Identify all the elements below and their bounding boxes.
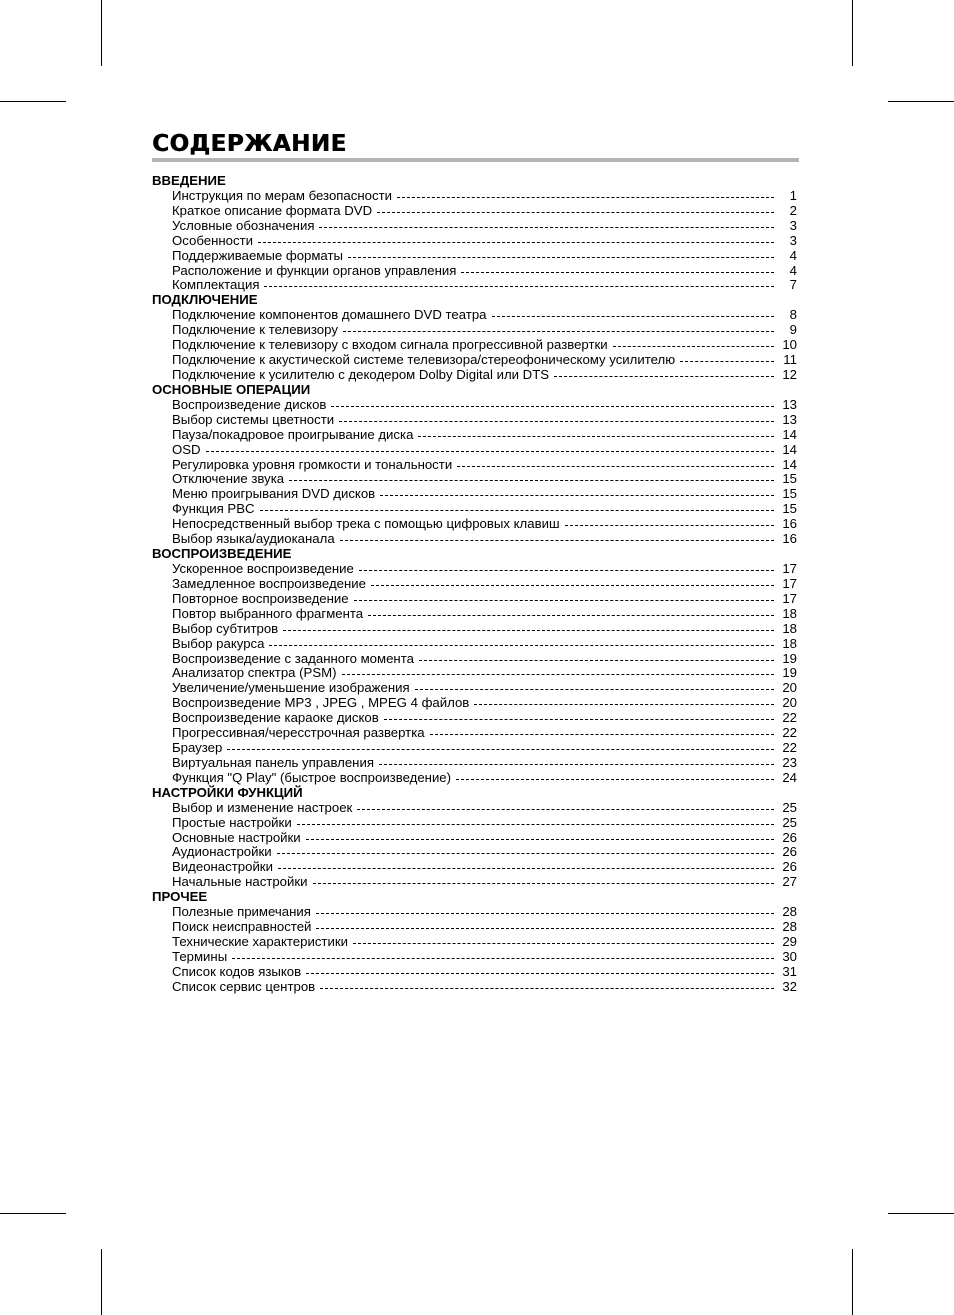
toc-entry-page-number: 22	[782, 740, 797, 756]
toc-entry	[152, 398, 797, 413]
dot-leader	[359, 569, 774, 571]
toc-entry-page-number: 3	[789, 232, 797, 248]
dot-leader	[264, 285, 774, 287]
dot-leader	[269, 644, 774, 646]
crop-mark-bottom-left-horizontal	[0, 1213, 66, 1214]
toc-entry-page-number: 28	[782, 904, 797, 920]
section-heading: ВОСПРОИЗВЕДЕНИЕ	[152, 546, 292, 562]
toc-entry-label: Подключение к телевизору с входом сигнала прогрессивной развертки	[172, 337, 608, 353]
toc-entry-page-number: 18	[782, 605, 797, 621]
toc-entry-page-number: 22	[782, 725, 797, 741]
toc-entry-page-number: 17	[782, 590, 797, 606]
toc-entry	[152, 711, 797, 726]
toc-entry	[152, 189, 797, 204]
dot-leader	[206, 450, 774, 452]
toc-entry	[152, 219, 797, 234]
dot-leader	[320, 987, 774, 989]
dot-leader	[456, 778, 774, 780]
toc-entry	[152, 458, 797, 473]
toc-entry	[152, 487, 797, 502]
dot-leader	[474, 703, 774, 705]
toc-entry	[152, 950, 797, 965]
dot-leader	[339, 420, 774, 422]
section-heading: НАСТРОЙКИ ФУНКЦИЙ	[152, 784, 303, 800]
crop-mark-bottom-right-horizontal	[888, 1213, 954, 1214]
dot-leader	[232, 957, 774, 959]
toc-entry-label: Особенности	[172, 232, 253, 248]
toc-entry-label: Простые настройки	[172, 814, 292, 830]
toc-entry	[152, 771, 797, 786]
toc-entry-label: Выбор ракурса	[172, 635, 265, 651]
dot-leader	[348, 256, 774, 258]
toc-entry-page-number: 4	[789, 247, 797, 263]
toc-entry-page-number: 27	[782, 874, 797, 890]
toc-entry-label: Воспроизведение караоке дисков	[172, 710, 379, 726]
toc-entry-page-number: 14	[782, 441, 797, 457]
toc-entry-label: Подключение компонентов домашнего DVD театра	[172, 307, 487, 323]
toc-entry-page-number: 20	[782, 680, 797, 696]
dot-leader	[613, 345, 774, 347]
dot-leader	[418, 435, 774, 437]
toc-entry-label: Основные настройки	[172, 829, 301, 845]
dot-leader	[397, 196, 774, 198]
toc-entry-page-number: 26	[782, 859, 797, 875]
toc-entry-label: Поиск неисправностей	[172, 919, 312, 935]
toc-entry	[152, 249, 797, 264]
toc-entry-label: Список сервис центров	[172, 978, 316, 994]
dot-leader	[354, 599, 774, 601]
toc-entry	[152, 472, 797, 487]
dot-leader	[260, 509, 774, 511]
toc-entry	[152, 980, 797, 995]
toc-entry	[152, 652, 797, 667]
toc-entry-page-number: 29	[782, 934, 797, 950]
dot-leader	[554, 375, 774, 377]
dot-leader	[377, 211, 774, 213]
toc-entry-label: Подключение к акустической системе телевизора/стереофоническому усилителю	[172, 352, 676, 368]
toc-entry-label: Анализатор спектра (PSM)	[172, 665, 337, 681]
toc-entry-label: Ускоренное воспроизведение	[172, 560, 354, 576]
toc-entry	[152, 920, 797, 935]
dot-leader	[430, 733, 774, 735]
toc-entry	[152, 353, 797, 368]
toc-entry	[152, 338, 797, 353]
toc-entry-page-number: 28	[782, 919, 797, 935]
toc-entry	[152, 413, 797, 428]
toc-entry-page-number: 31	[782, 963, 797, 979]
dot-leader	[258, 241, 774, 243]
toc-entry-label: Полезные примечания	[172, 904, 311, 920]
toc-entry-label: Воспроизведение с заданного момента	[172, 650, 414, 666]
dot-leader	[316, 912, 774, 914]
toc-entry-label: Поддерживаемые форматы	[172, 247, 343, 263]
section-heading: ПРОЧЕЕ	[152, 889, 208, 905]
dot-leader	[227, 748, 774, 750]
toc-entry-page-number: 11	[783, 352, 797, 368]
dot-leader	[457, 465, 774, 467]
toc-entry	[152, 517, 797, 532]
toc-entry	[152, 323, 797, 338]
toc-entry-page-number: 16	[782, 516, 797, 532]
dot-leader	[306, 838, 774, 840]
toc-entry-page-number: 17	[782, 560, 797, 576]
toc-entry-page-number: 32	[782, 978, 797, 994]
toc-entry-label: Выбор системы цветности	[172, 411, 335, 427]
toc-entry-page-number: 22	[782, 710, 797, 726]
toc-entry-page-number: 18	[782, 620, 797, 636]
toc-entry	[152, 592, 797, 607]
toc-entry-label: Воспроизведение дисков	[172, 396, 327, 412]
page-title: СОДЕРЖАНИЕ	[152, 131, 347, 157]
toc-entry	[152, 637, 797, 652]
toc-entry-page-number: 19	[782, 650, 797, 666]
dot-leader	[306, 972, 774, 974]
dot-leader	[316, 927, 774, 929]
toc-entry-label: Непосредственный выбор трека с помощью цифровых клавиш	[172, 516, 560, 532]
toc-entry	[152, 234, 797, 249]
toc-entry-page-number: 2	[789, 202, 797, 218]
crop-mark-top-left-vertical	[101, 0, 102, 66]
dot-leader	[379, 763, 774, 765]
toc-entry-label: Увеличение/уменьшение изображения	[172, 680, 410, 696]
title-underline	[152, 158, 799, 162]
toc-entry	[152, 756, 797, 771]
dot-leader	[331, 405, 774, 407]
toc-entry-page-number: 13	[782, 396, 797, 412]
dot-leader	[283, 629, 774, 631]
toc-entry-label: Видеонастройки	[172, 859, 273, 875]
toc-entry	[152, 278, 797, 293]
toc-entry-label: Список кодов языков	[172, 963, 302, 979]
toc-entry-label: Повторное воспроизведение	[172, 590, 349, 606]
toc-entry	[152, 204, 797, 219]
toc-entry-page-number: 7	[789, 277, 797, 293]
toc-entry-label: Термины	[172, 948, 228, 964]
toc-entry	[152, 562, 797, 577]
dot-leader	[277, 852, 774, 854]
dot-leader	[371, 584, 774, 586]
toc-entry-page-number: 19	[782, 665, 797, 681]
toc-entry-page-number: 13	[782, 411, 797, 427]
dot-leader	[289, 479, 774, 481]
toc-entry-page-number: 25	[782, 814, 797, 830]
toc-entry-label: Пауза/покадровое проигрывание диска	[172, 426, 414, 442]
toc-entry-page-number: 23	[782, 754, 797, 770]
toc-entry-page-number: 25	[782, 799, 797, 815]
toc-entry-page-number: 10	[782, 337, 797, 353]
toc-entry-page-number: 30	[782, 948, 797, 964]
section-heading: ОСНОВНЫЕ ОПЕРАЦИИ	[152, 381, 311, 397]
toc-entry-label: OSD	[172, 441, 201, 457]
dot-leader	[461, 271, 774, 273]
toc-entry-label: Технические характеристики	[172, 934, 348, 950]
dot-leader	[340, 539, 774, 541]
dot-leader	[353, 942, 774, 944]
toc-entry	[152, 681, 797, 696]
toc-entry	[152, 696, 797, 711]
dot-leader	[384, 718, 774, 720]
toc-entry-label: Отключение звука	[172, 471, 285, 487]
toc-entry-label: Браузер	[172, 740, 223, 756]
dot-leader	[297, 823, 774, 825]
toc-entry-label: Функция PBC	[172, 501, 255, 517]
toc-entry	[152, 845, 797, 860]
toc-entry-label: Прогрессивная/чересстрочная развертка	[172, 725, 425, 741]
toc-entry	[152, 875, 797, 890]
toc-entry-page-number: 26	[782, 844, 797, 860]
dot-leader	[419, 659, 774, 661]
toc-entry-label: Повтор выбранного фрагмента	[172, 605, 364, 621]
toc-entry	[152, 666, 797, 681]
section-heading: ПОДКЛЮЧЕНИЕ	[152, 292, 258, 308]
dot-leader	[415, 688, 774, 690]
crop-mark-bottom-right-vertical	[852, 1249, 853, 1315]
toc-entry	[152, 801, 797, 816]
toc-entry	[152, 502, 797, 517]
toc-entry-page-number: 18	[782, 635, 797, 651]
toc-entry-label: Аудионастройки	[172, 844, 272, 860]
toc-entry-page-number: 16	[782, 531, 797, 547]
toc-entry	[152, 308, 797, 323]
toc-entry-page-number: 24	[782, 769, 797, 785]
dot-leader	[278, 867, 774, 869]
toc-entry-page-number: 15	[782, 501, 797, 517]
crop-mark-top-left-horizontal	[0, 101, 66, 102]
toc-entry-page-number: 14	[782, 456, 797, 472]
toc-entry-label: Условные обозначения	[172, 217, 315, 233]
toc-entry	[152, 577, 797, 592]
toc-entry-page-number: 14	[782, 426, 797, 442]
toc-entry	[152, 264, 797, 279]
toc-entry-page-number: 3	[789, 217, 797, 233]
toc-entry	[152, 816, 797, 831]
toc-entry-page-number: 8	[789, 307, 797, 323]
toc-entry	[152, 532, 797, 547]
toc-entry-page-number: 15	[782, 486, 797, 502]
dot-leader	[368, 614, 774, 616]
dot-leader	[357, 808, 774, 810]
dot-leader	[565, 524, 774, 526]
toc-entry-label: Выбор языка/аудиоканала	[172, 531, 335, 547]
toc-entry-page-number: 26	[782, 829, 797, 845]
dot-leader	[680, 360, 774, 362]
crop-mark-top-right-horizontal	[888, 101, 954, 102]
toc-entry-label: Комплектация	[172, 277, 260, 293]
crop-mark-top-right-vertical	[852, 0, 853, 66]
toc-entry	[152, 831, 797, 846]
toc-entry-label: Подключение к телевизору	[172, 322, 338, 338]
toc-entry-page-number: 9	[789, 322, 797, 338]
dot-leader	[313, 882, 774, 884]
toc-entry-label: Меню проигрывания DVD дисков	[172, 486, 376, 502]
toc-entry-page-number: 12	[782, 366, 797, 382]
dot-leader	[319, 226, 774, 228]
toc-entry	[152, 368, 797, 383]
toc-entry-page-number: 17	[782, 575, 797, 591]
toc-entry-label: Выбор и изменение настроек	[172, 799, 353, 815]
table-of-contents	[152, 174, 797, 995]
toc-entry-label: Расположение и функции органов управления	[172, 262, 457, 278]
toc-entry-label: Начальные настройки	[172, 874, 308, 890]
crop-mark-bottom-left-vertical	[101, 1249, 102, 1315]
toc-entry	[152, 428, 797, 443]
toc-entry	[152, 905, 797, 920]
toc-entry	[152, 741, 797, 756]
toc-entry	[152, 860, 797, 875]
toc-entry	[152, 726, 797, 741]
toc-entry	[152, 965, 797, 980]
toc-entry-label: Инструкция по мерам безопасности	[172, 187, 392, 203]
toc-entry	[152, 607, 797, 622]
toc-entry-page-number: 15	[782, 471, 797, 487]
toc-entry-label: Виртуальная панель управления	[172, 754, 374, 770]
toc-entry-label: Регулировка уровня громкости и тональности	[172, 456, 453, 472]
toc-entry-label: Краткое описание формата DVD	[172, 202, 373, 218]
dot-leader	[380, 494, 774, 496]
toc-entry-label: Подключение к усилителю с декодером Dolby Digital или DTS	[172, 366, 550, 382]
toc-entry-label: Выбор субтитров	[172, 620, 279, 636]
section-heading: ВВЕДЕНИЕ	[152, 173, 226, 188]
toc-entry-page-number: 20	[782, 695, 797, 711]
toc-entry-page-number: 1	[789, 187, 797, 203]
toc-entry-page-number: 4	[789, 262, 797, 278]
dot-leader	[492, 315, 774, 317]
dot-leader	[342, 673, 774, 675]
toc-entry-label: Воспроизведение MP3 , JPEG , MPEG 4 файлов	[172, 695, 470, 711]
toc-entry-label: Функция "Q Play" (быстрое воспроизведение)	[172, 769, 452, 785]
toc-entry-label: Замедленное воспроизведение	[172, 575, 366, 591]
dot-leader	[343, 330, 774, 332]
toc-entry	[152, 443, 797, 458]
toc-entry	[152, 622, 797, 637]
toc-entry	[152, 935, 797, 950]
